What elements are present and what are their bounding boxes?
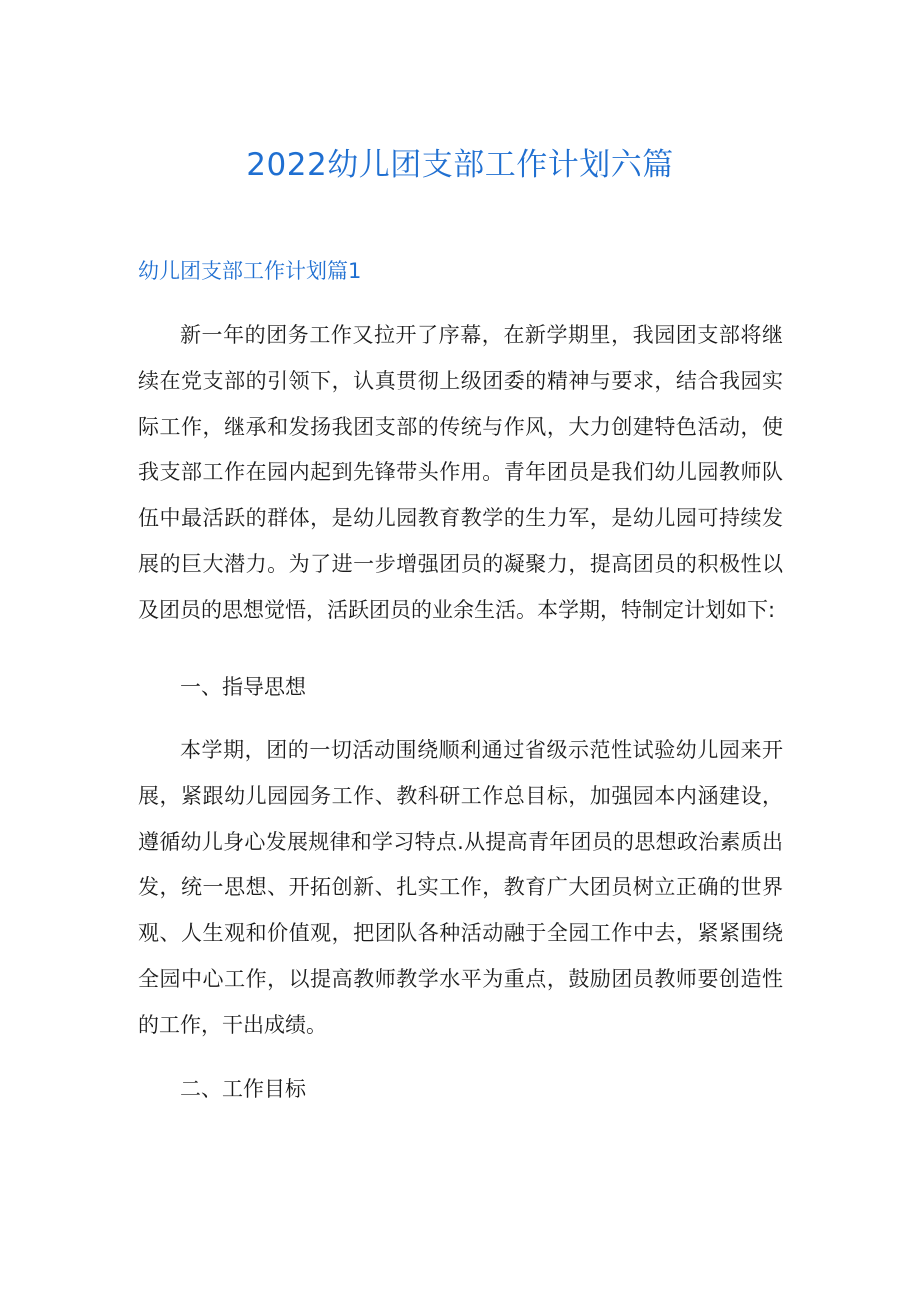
heading-guiding-ideology: 一、指导思想 [180, 675, 306, 699]
intro-paragraph: 新一年的团务工作又拉开了序幕，在新学期里，我园团支部将继续在党支部的引领下，认真贯彻上级团委的精神与要求，结合我园实际工作，继承和发扬我团支部的传统与作风，大力创建特色活动，使我支部工作在园内起到先锋带头作用。青年团员是我们幼儿园教师队伍中最活跃的群体，是幼儿园教育教学的生力军，是幼儿园可持续发展的巨大潜力。为了进一步增强团员的凝聚力，提高团员的积极性以及团员的思想觉悟，活跃团员的业余生活。本学期，特制定计划如下: [138, 323, 783, 622]
heading-work-goals: 二、工作目标 [180, 1077, 306, 1101]
document-title: 2022幼儿团支部工作计划六篇 [246, 147, 674, 183]
section-title: 幼儿团支部工作计划篇1 [138, 259, 362, 283]
guiding-paragraph: 本学期，团的一切活动围绕顺利通过省级示范性试验幼儿园来开展，紧跟幼儿园园务工作、教科研工作总目标，加强园本内涵建设，遵循幼儿身心发展规律和学习特点.从提高青年团员的思想政治素质出发，统一思想、开拓创新、扎实工作，教育广大团员树立正确的世界观、人生观和价值观，把团队各种活动融于全园工作中去，紧紧围绕全园中心工作，以提高教师教学水平为重点，鼓励团员教师要创造性的工作，干出成绩。 [138, 738, 783, 1037]
